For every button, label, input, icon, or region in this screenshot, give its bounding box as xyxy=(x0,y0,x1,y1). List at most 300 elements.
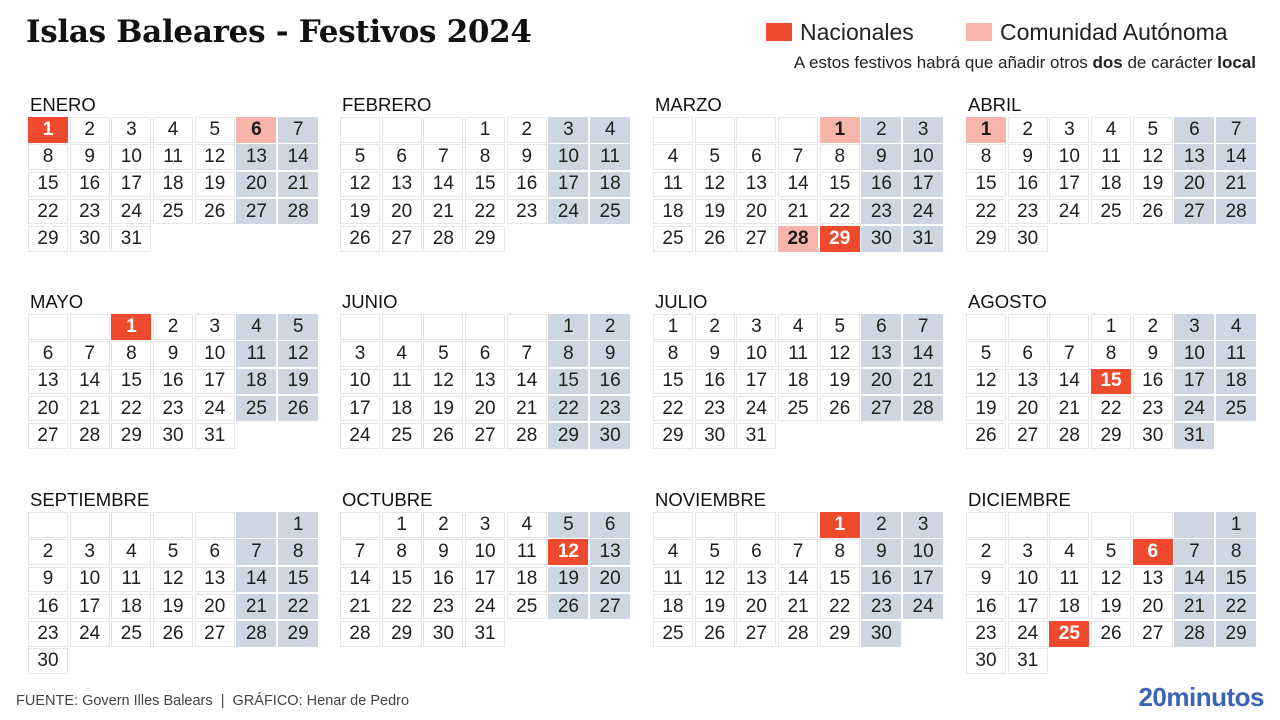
month-grid xyxy=(966,314,1252,449)
day-cell: 30 xyxy=(695,423,735,449)
weekend-day-cell: 26 xyxy=(278,396,318,422)
note-bold-2: local xyxy=(1217,53,1256,72)
day-cell: 15 xyxy=(966,172,1006,198)
day-cell: 28 xyxy=(507,423,547,449)
empty-cell xyxy=(153,512,193,538)
day-cell: 23 xyxy=(695,396,735,422)
day-cell: 6 xyxy=(28,341,68,367)
weekend-day-cell: 27 xyxy=(236,199,276,225)
day-cell: 10 xyxy=(70,567,110,593)
regional-holiday-cell: 6 xyxy=(236,117,276,143)
national-holiday-cell: 6 xyxy=(1133,539,1173,565)
day-cell: 4 xyxy=(1091,117,1131,143)
empty-cell xyxy=(236,512,276,538)
weekend-day-cell: 14 xyxy=(1174,567,1214,593)
day-cell: 15 xyxy=(820,567,860,593)
day-cell: 11 xyxy=(653,567,693,593)
day-cell: 19 xyxy=(820,369,860,395)
day-cell: 2 xyxy=(1008,117,1048,143)
month-grid xyxy=(653,314,939,449)
month-name: MAYO xyxy=(30,291,84,312)
day-cell: 20 xyxy=(736,199,776,225)
weekend-day-cell: 5 xyxy=(548,512,588,538)
empty-cell xyxy=(28,314,68,340)
day-cell: 8 xyxy=(1091,341,1131,367)
day-cell: 6 xyxy=(1008,341,1048,367)
day-cell: 31 xyxy=(465,621,505,647)
regional-holiday-cell: 28 xyxy=(778,226,818,252)
day-cell: 2 xyxy=(28,539,68,565)
empty-cell xyxy=(1008,512,1048,538)
weekend-day-cell: 28 xyxy=(278,199,318,225)
empty-cell xyxy=(966,314,1006,340)
day-cell: 8 xyxy=(820,144,860,170)
day-cell: 19 xyxy=(1091,594,1131,620)
day-cell: 8 xyxy=(382,539,422,565)
day-cell: 22 xyxy=(820,594,860,620)
day-cell: 1 xyxy=(382,512,422,538)
weekend-day-cell: 20 xyxy=(236,172,276,198)
weekend-day-cell: 17 xyxy=(903,172,943,198)
day-cell: 22 xyxy=(966,199,1006,225)
day-cell: 7 xyxy=(340,539,380,565)
day-cell: 3 xyxy=(465,512,505,538)
brand-logo: 20minutos xyxy=(1138,682,1264,712)
weekend-day-cell: 1 xyxy=(1216,512,1256,538)
day-cell: 19 xyxy=(195,172,235,198)
day-cell: 4 xyxy=(653,539,693,565)
day-cell: 3 xyxy=(1008,539,1048,565)
day-cell: 2 xyxy=(70,117,110,143)
month-enero xyxy=(28,93,314,252)
weekend-day-cell: 9 xyxy=(861,144,901,170)
day-cell: 17 xyxy=(465,567,505,593)
weekend-day-cell: 20 xyxy=(590,567,630,593)
day-cell: 30 xyxy=(1008,226,1048,252)
month-name: MARZO xyxy=(655,94,722,115)
day-cell: 21 xyxy=(340,594,380,620)
month-agosto xyxy=(966,290,1252,449)
day-cell: 29 xyxy=(820,621,860,647)
day-cell: 12 xyxy=(1133,144,1173,170)
day-cell: 10 xyxy=(195,341,235,367)
day-cell: 2 xyxy=(507,117,547,143)
day-cell: 3 xyxy=(111,117,151,143)
weekend-day-cell: 24 xyxy=(1174,396,1214,422)
weekend-day-cell: 9 xyxy=(590,341,630,367)
month-octubre xyxy=(340,488,626,647)
day-cell: 1 xyxy=(653,314,693,340)
day-cell: 21 xyxy=(507,396,547,422)
weekend-day-cell: 23 xyxy=(590,396,630,422)
day-cell: 16 xyxy=(28,594,68,620)
day-cell: 2 xyxy=(695,314,735,340)
empty-cell xyxy=(28,512,68,538)
weekend-day-cell: 25 xyxy=(1216,396,1256,422)
month-name: ABRIL xyxy=(968,94,1022,115)
day-cell: 26 xyxy=(966,423,1006,449)
day-cell: 12 xyxy=(195,144,235,170)
day-cell: 29 xyxy=(653,423,693,449)
month-grid xyxy=(966,117,1252,252)
day-cell: 23 xyxy=(70,199,110,225)
day-cell: 13 xyxy=(1008,369,1048,395)
weekend-day-cell: 15 xyxy=(278,567,318,593)
empty-cell xyxy=(653,117,693,143)
weekend-day-cell: 16 xyxy=(590,369,630,395)
day-cell: 23 xyxy=(1133,396,1173,422)
day-cell: 17 xyxy=(1008,594,1048,620)
day-cell: 21 xyxy=(778,199,818,225)
day-cell: 26 xyxy=(195,199,235,225)
weekend-day-cell: 3 xyxy=(548,117,588,143)
month-grid xyxy=(340,117,626,252)
day-cell: 23 xyxy=(1008,199,1048,225)
weekend-day-cell: 30 xyxy=(861,226,901,252)
empty-cell xyxy=(1049,512,1089,538)
weekend-day-cell: 11 xyxy=(236,341,276,367)
weekend-day-cell: 23 xyxy=(861,594,901,620)
day-cell: 20 xyxy=(195,594,235,620)
day-cell: 13 xyxy=(28,369,68,395)
day-cell: 24 xyxy=(1049,199,1089,225)
day-cell: 22 xyxy=(382,594,422,620)
day-cell: 1 xyxy=(1091,314,1131,340)
day-cell: 2 xyxy=(966,539,1006,565)
day-cell: 20 xyxy=(382,199,422,225)
empty-cell xyxy=(70,512,110,538)
day-cell: 19 xyxy=(695,594,735,620)
day-cell: 4 xyxy=(1049,539,1089,565)
month-abril xyxy=(966,93,1252,252)
day-cell: 6 xyxy=(195,539,235,565)
day-cell: 18 xyxy=(653,199,693,225)
weekend-day-cell: 8 xyxy=(278,539,318,565)
day-cell: 12 xyxy=(966,369,1006,395)
day-cell: 23 xyxy=(153,396,193,422)
day-cell: 22 xyxy=(653,396,693,422)
day-cell: 17 xyxy=(736,369,776,395)
month-name: SEPTIEMBRE xyxy=(30,489,150,510)
day-cell: 5 xyxy=(1091,539,1131,565)
day-cell: 8 xyxy=(111,341,151,367)
weekend-day-cell: 24 xyxy=(903,199,943,225)
day-cell: 31 xyxy=(195,423,235,449)
day-cell: 13 xyxy=(736,567,776,593)
day-cell: 22 xyxy=(1091,396,1131,422)
weekend-day-cell: 14 xyxy=(278,144,318,170)
day-cell: 23 xyxy=(423,594,463,620)
weekend-day-cell: 4 xyxy=(590,117,630,143)
national-holiday-cell: 1 xyxy=(111,314,151,340)
national-holiday-cell: 1 xyxy=(28,117,68,143)
day-cell: 27 xyxy=(28,423,68,449)
weekend-day-cell: 28 xyxy=(236,621,276,647)
day-cell: 8 xyxy=(820,539,860,565)
weekend-day-cell: 3 xyxy=(903,117,943,143)
day-cell: 1 xyxy=(465,117,505,143)
day-cell: 25 xyxy=(653,621,693,647)
weekend-day-cell: 10 xyxy=(903,144,943,170)
weekend-day-cell: 13 xyxy=(1174,144,1214,170)
day-cell: 11 xyxy=(653,172,693,198)
day-cell: 23 xyxy=(507,199,547,225)
day-cell: 14 xyxy=(340,567,380,593)
weekend-day-cell: 20 xyxy=(861,369,901,395)
month-grid xyxy=(28,117,314,252)
legend-regional-label: Comunidad Autónoma xyxy=(1000,18,1228,45)
empty-cell xyxy=(340,314,380,340)
empty-cell xyxy=(736,512,776,538)
empty-cell xyxy=(465,314,505,340)
national-holiday-cell: 1 xyxy=(820,512,860,538)
day-cell: 23 xyxy=(966,621,1006,647)
day-cell: 5 xyxy=(820,314,860,340)
day-cell: 31 xyxy=(1008,648,1048,674)
empty-cell xyxy=(1174,512,1214,538)
day-cell: 6 xyxy=(382,144,422,170)
footer-separator: | xyxy=(220,693,225,709)
weekend-day-cell: 1 xyxy=(548,314,588,340)
national-holiday-cell: 29 xyxy=(820,226,860,252)
day-cell: 11 xyxy=(1049,567,1089,593)
weekend-day-cell: 1 xyxy=(278,512,318,538)
month-name: OCTUBRE xyxy=(342,489,433,510)
day-cell: 18 xyxy=(382,396,422,422)
weekend-day-cell: 28 xyxy=(1174,621,1214,647)
day-cell: 8 xyxy=(28,144,68,170)
empty-cell xyxy=(507,314,547,340)
empty-cell xyxy=(1133,512,1173,538)
note-bold-1: dos xyxy=(1092,53,1123,72)
empty-cell xyxy=(1049,314,1089,340)
regional-holiday-cell: 1 xyxy=(820,117,860,143)
day-cell: 14 xyxy=(70,369,110,395)
day-cell: 29 xyxy=(382,621,422,647)
day-cell: 4 xyxy=(382,341,422,367)
day-cell: 29 xyxy=(465,226,505,252)
empty-cell xyxy=(966,512,1006,538)
weekend-day-cell: 11 xyxy=(1216,341,1256,367)
weekend-day-cell: 21 xyxy=(1174,594,1214,620)
national-holiday-cell: 15 xyxy=(1091,369,1131,395)
day-cell: 30 xyxy=(1133,423,1173,449)
weekend-day-cell: 10 xyxy=(1174,341,1214,367)
day-cell: 18 xyxy=(653,594,693,620)
day-cell: 7 xyxy=(778,144,818,170)
day-cell: 12 xyxy=(695,172,735,198)
day-cell: 26 xyxy=(1133,199,1173,225)
weekend-day-cell: 23 xyxy=(861,199,901,225)
weekend-day-cell: 4 xyxy=(1216,314,1256,340)
day-cell: 24 xyxy=(465,594,505,620)
day-cell: 9 xyxy=(153,341,193,367)
note-text-2: de carácter xyxy=(1122,53,1218,72)
day-cell: 14 xyxy=(778,172,818,198)
day-cell: 13 xyxy=(195,567,235,593)
weekend-day-cell: 31 xyxy=(1174,423,1214,449)
month-name: DICIEMBRE xyxy=(968,489,1071,510)
day-cell: 7 xyxy=(70,341,110,367)
weekend-day-cell: 19 xyxy=(278,369,318,395)
day-cell: 11 xyxy=(111,567,151,593)
day-cell: 19 xyxy=(695,199,735,225)
month-name: ENERO xyxy=(30,94,96,115)
weekend-day-cell: 14 xyxy=(903,341,943,367)
day-cell: 12 xyxy=(423,369,463,395)
month-name: JULIO xyxy=(655,291,708,312)
day-cell: 29 xyxy=(111,423,151,449)
empty-cell xyxy=(423,314,463,340)
weekend-day-cell: 27 xyxy=(1174,199,1214,225)
weekend-day-cell: 7 xyxy=(1216,117,1256,143)
day-cell: 12 xyxy=(153,567,193,593)
day-cell: 2 xyxy=(153,314,193,340)
weekend-day-cell: 3 xyxy=(903,512,943,538)
day-cell: 3 xyxy=(195,314,235,340)
month-grid xyxy=(653,512,939,647)
day-cell: 20 xyxy=(465,396,505,422)
day-cell: 25 xyxy=(507,594,547,620)
day-cell: 16 xyxy=(507,172,547,198)
day-cell: 27 xyxy=(382,226,422,252)
day-cell: 21 xyxy=(1049,396,1089,422)
day-cell: 10 xyxy=(111,144,151,170)
day-cell: 21 xyxy=(778,594,818,620)
weekend-day-cell: 6 xyxy=(861,314,901,340)
month-febrero xyxy=(340,93,626,252)
weekend-day-cell: 17 xyxy=(548,172,588,198)
weekend-day-cell: 29 xyxy=(278,621,318,647)
weekend-day-cell: 5 xyxy=(278,314,318,340)
weekend-day-cell: 22 xyxy=(548,396,588,422)
day-cell: 13 xyxy=(382,172,422,198)
weekend-day-cell: 9 xyxy=(861,539,901,565)
day-cell: 9 xyxy=(423,539,463,565)
empty-cell xyxy=(423,117,463,143)
day-cell: 27 xyxy=(736,621,776,647)
day-cell: 25 xyxy=(1091,199,1131,225)
day-cell: 13 xyxy=(465,369,505,395)
day-cell: 16 xyxy=(966,594,1006,620)
day-cell: 12 xyxy=(340,172,380,198)
weekend-day-cell: 19 xyxy=(548,567,588,593)
month-grid xyxy=(966,512,1252,674)
day-cell: 20 xyxy=(1008,396,1048,422)
national-holiday-cell: 12 xyxy=(548,539,588,565)
empty-cell xyxy=(382,314,422,340)
day-cell: 29 xyxy=(966,226,1006,252)
day-cell: 25 xyxy=(778,396,818,422)
national-holiday-cell: 25 xyxy=(1049,621,1089,647)
day-cell: 15 xyxy=(465,172,505,198)
weekend-day-cell: 25 xyxy=(236,396,276,422)
day-cell: 23 xyxy=(28,621,68,647)
day-cell: 19 xyxy=(423,396,463,422)
weekend-day-cell: 24 xyxy=(548,199,588,225)
day-cell: 26 xyxy=(820,396,860,422)
day-cell: 7 xyxy=(507,341,547,367)
day-cell: 24 xyxy=(70,621,110,647)
month-septiembre xyxy=(28,488,314,674)
day-cell: 26 xyxy=(695,621,735,647)
month-noviembre xyxy=(653,488,939,647)
weekend-day-cell: 7 xyxy=(1174,539,1214,565)
weekend-day-cell: 8 xyxy=(1216,539,1256,565)
day-cell: 26 xyxy=(1091,621,1131,647)
day-cell: 5 xyxy=(966,341,1006,367)
empty-cell xyxy=(1091,512,1131,538)
day-cell: 5 xyxy=(423,341,463,367)
weekend-day-cell: 21 xyxy=(903,369,943,395)
weekend-day-cell: 3 xyxy=(1174,314,1214,340)
weekend-day-cell: 10 xyxy=(903,539,943,565)
month-grid xyxy=(340,512,626,647)
day-cell: 28 xyxy=(340,621,380,647)
weekend-day-cell: 28 xyxy=(1216,199,1256,225)
weekend-day-cell: 25 xyxy=(590,199,630,225)
day-cell: 9 xyxy=(695,341,735,367)
day-cell: 18 xyxy=(507,567,547,593)
month-junio xyxy=(340,290,626,449)
day-cell: 16 xyxy=(153,369,193,395)
weekend-day-cell: 22 xyxy=(278,594,318,620)
month-grid xyxy=(653,117,939,252)
weekend-day-cell: 2 xyxy=(861,117,901,143)
month-name: JUNIO xyxy=(342,291,398,312)
day-cell: 4 xyxy=(653,144,693,170)
empty-cell xyxy=(111,512,151,538)
day-cell: 15 xyxy=(111,369,151,395)
day-cell: 18 xyxy=(1091,172,1131,198)
weekend-day-cell: 22 xyxy=(1216,594,1256,620)
day-cell: 18 xyxy=(778,369,818,395)
day-cell: 26 xyxy=(340,226,380,252)
day-cell: 22 xyxy=(820,199,860,225)
day-cell: 15 xyxy=(820,172,860,198)
legend-regional xyxy=(966,18,1228,46)
weekend-day-cell: 7 xyxy=(278,117,318,143)
day-cell: 12 xyxy=(1091,567,1131,593)
empty-cell xyxy=(778,117,818,143)
weekend-day-cell: 6 xyxy=(590,512,630,538)
day-cell: 9 xyxy=(70,144,110,170)
weekend-day-cell: 15 xyxy=(548,369,588,395)
day-cell: 8 xyxy=(653,341,693,367)
empty-cell xyxy=(382,117,422,143)
day-cell: 29 xyxy=(28,226,68,252)
empty-cell xyxy=(340,117,380,143)
day-cell: 21 xyxy=(70,396,110,422)
day-cell: 4 xyxy=(153,117,193,143)
day-cell: 7 xyxy=(778,539,818,565)
day-cell: 13 xyxy=(1133,567,1173,593)
day-cell: 31 xyxy=(736,423,776,449)
weekend-day-cell: 30 xyxy=(861,621,901,647)
day-cell: 30 xyxy=(966,648,1006,674)
day-cell: 25 xyxy=(111,621,151,647)
weekend-day-cell: 31 xyxy=(903,226,943,252)
empty-cell xyxy=(778,512,818,538)
day-cell: 16 xyxy=(695,369,735,395)
empty-cell xyxy=(70,314,110,340)
empty-cell xyxy=(736,117,776,143)
legend-national xyxy=(766,18,914,46)
day-cell: 9 xyxy=(966,567,1006,593)
legend-regional-swatch xyxy=(966,23,992,41)
weekend-day-cell: 14 xyxy=(236,567,276,593)
day-cell: 28 xyxy=(423,226,463,252)
